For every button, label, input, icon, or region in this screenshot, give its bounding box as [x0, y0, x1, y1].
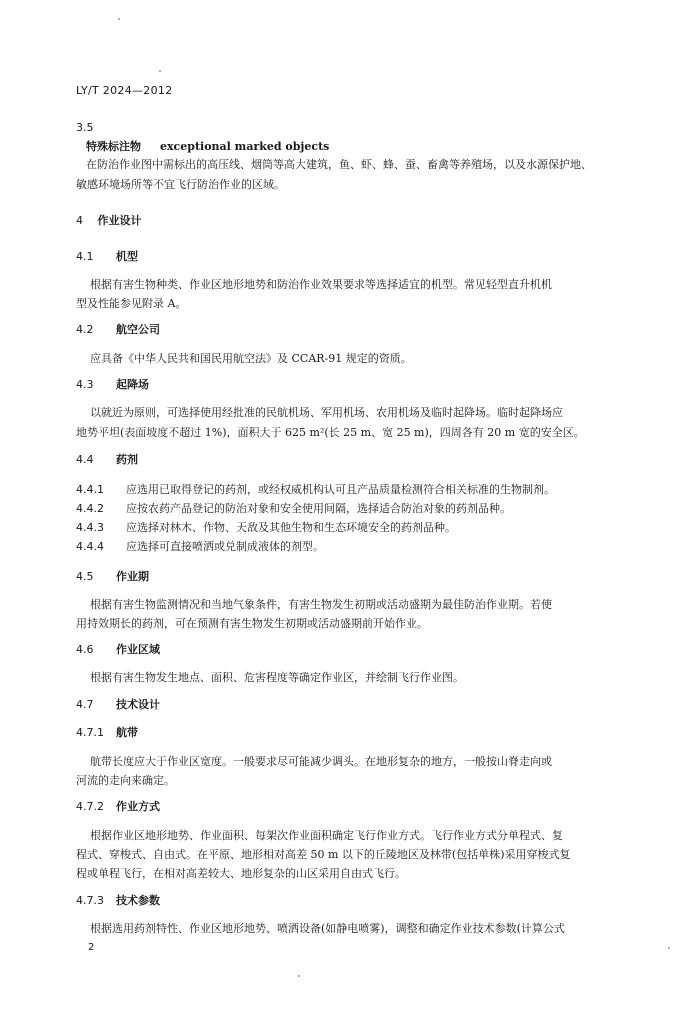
paragraph-line: 在防治作业图中需标出的高压线、烟筒等高大建筑，鱼、虾、蜂、蚕、畜禽等养殖场，以及水源保护地、 [86, 158, 592, 171]
subclause-title: 作业方式 [116, 800, 160, 813]
scan-speck [668, 947, 670, 949]
subclause-heading-4-7-2 [76, 800, 160, 814]
paragraph-line: 根据有害生物种类、作业区地形地势和防治作业效果要求等选择适宜的机型。常见轻型直升机机 [90, 278, 552, 291]
paragraph-line: 敏感环境场所等不宜飞行防治作业的区域。 [76, 178, 285, 191]
paragraph-line: 根据选用药剂特性、作业区地形地势、喷洒设备(如静电喷雾)，调整和确定作业技术参数(计算公式 [90, 922, 565, 935]
section-title: 作业设计 [97, 214, 142, 227]
paragraph-line: 应具备《中华人民共和国民用航空法》及 CCAR-91 规定的资质。 [90, 352, 412, 365]
clause-heading-4-2 [76, 323, 160, 337]
paragraph-line: 用持效期长的药剂，可在预测有害生物发生初期或活动盛期前开始作业。 [76, 617, 428, 630]
paragraph-line: 河流的走向来确定。 [76, 774, 175, 787]
section-heading-4 [76, 214, 142, 228]
paragraph-line: 程式、穿梭式、自由式。在平原、地形相对高差 50 m 以下的丘陵地区及林带(包括单株)采用穿梭式复 [76, 848, 571, 861]
paragraph-line: 根据有害生物监测情况和当地气象条件，有害生物发生初期或活动盛期为最佳防治作业期。若使 [90, 598, 552, 611]
subclause-text: 应选用已取得登记的药剂，或经权威机构认可且产品质量检测符合相关标准的生物制剂。 [126, 483, 555, 496]
clause-title: 起降场 [116, 378, 149, 391]
subclause-number: 4.7.2 [76, 800, 104, 813]
paragraph-line: 程或单程飞行，在相对高差较大、地形复杂的山区采用自由式飞行。 [76, 867, 406, 880]
clause-heading-4-5 [76, 570, 149, 584]
clause-title: 航空公司 [116, 323, 160, 336]
clause-heading-4-7 [76, 698, 160, 712]
clause-number: 4.6 [76, 643, 94, 656]
subclause-heading-4-7-3 [76, 894, 160, 908]
clause-title: 技术设计 [116, 698, 160, 711]
clause-number: 4.3 [76, 378, 94, 391]
clause-number-3-5: 3.5 [76, 121, 94, 134]
paragraph-line: 型及性能参见附录 A。 [76, 297, 187, 310]
subclause-4-4-3 [76, 521, 456, 535]
scan-speck [118, 18, 120, 20]
scan-speck [298, 975, 300, 977]
clause-title: 作业区域 [116, 643, 160, 656]
standard-code-header: LY/T 2024—2012 [76, 84, 173, 97]
subclause-title: 航带 [116, 726, 138, 739]
paragraph-line: 地势平坦(表面坡度不超过 1%)，面积大于 625 m²(长 25 m、宽 25 m)，四周各有 20 m 宽的安全区。 [76, 426, 585, 439]
clause-heading-4-1 [76, 250, 138, 264]
clause-title: 药剂 [116, 453, 138, 466]
term-heading-3-5 [86, 140, 329, 154]
subclause-number: 4.4.1 [76, 483, 104, 496]
subclause-title: 技术参数 [116, 894, 160, 907]
subclause-number: 4.7.1 [76, 726, 104, 739]
subclause-text: 应选择对林木、作物、天敌及其他生物和生态环境安全的药剂品种。 [126, 521, 456, 534]
subclause-4-4-1 [76, 483, 555, 497]
subclause-number: 4.4.4 [76, 540, 104, 553]
subclause-4-4-4 [76, 540, 324, 554]
subclause-number: 4.4.2 [76, 502, 104, 515]
paragraph-line: 航带长度应大于作业区宽度。一般要求尽可能减少调头。在地形复杂的地方，一般按山脊走向或 [90, 755, 552, 768]
subclause-text: 应按农药产品登记的防治对象和安全使用间隔，选择适合防治对象的药剂品种。 [126, 502, 511, 515]
page-number: 2 [88, 942, 95, 953]
clause-number: 4.4 [76, 453, 94, 466]
clause-heading-4-6 [76, 643, 160, 657]
subclause-number: 4.7.3 [76, 894, 104, 907]
clause-heading-4-4 [76, 453, 138, 467]
paragraph-line: 根据作业区地形地势、作业面积、每架次作业面积确定飞行作业方式。飞行作业方式分单程式、复 [90, 829, 563, 842]
clause-number: 4.7 [76, 698, 94, 711]
subclause-4-4-2 [76, 502, 511, 516]
term-title-en: exceptional marked objects [160, 140, 330, 153]
section-number: 4 [76, 214, 83, 227]
clause-number: 4.2 [76, 323, 94, 336]
clause-heading-4-3 [76, 378, 149, 392]
subclause-heading-4-7-1 [76, 726, 138, 740]
term-title-zh: 特殊标注物 [86, 140, 141, 153]
subclause-text: 应选择可直接喷洒或兑制成液体的剂型。 [126, 540, 324, 553]
scan-speck [159, 70, 161, 72]
clause-title: 机型 [116, 250, 138, 263]
subclause-number: 4.4.3 [76, 521, 104, 534]
clause-number: 4.1 [76, 250, 94, 263]
clause-number: 4.5 [76, 570, 94, 583]
paragraph-line: 以就近为原则，可选择使用经批准的民航机场、军用机场、农用机场及临时起降场。临时起降场应 [90, 406, 563, 419]
paragraph-line: 根据有害生物发生地点、面积、危害程度等确定作业区，并绘制飞行作业图。 [90, 671, 464, 684]
clause-title: 作业期 [116, 570, 149, 583]
